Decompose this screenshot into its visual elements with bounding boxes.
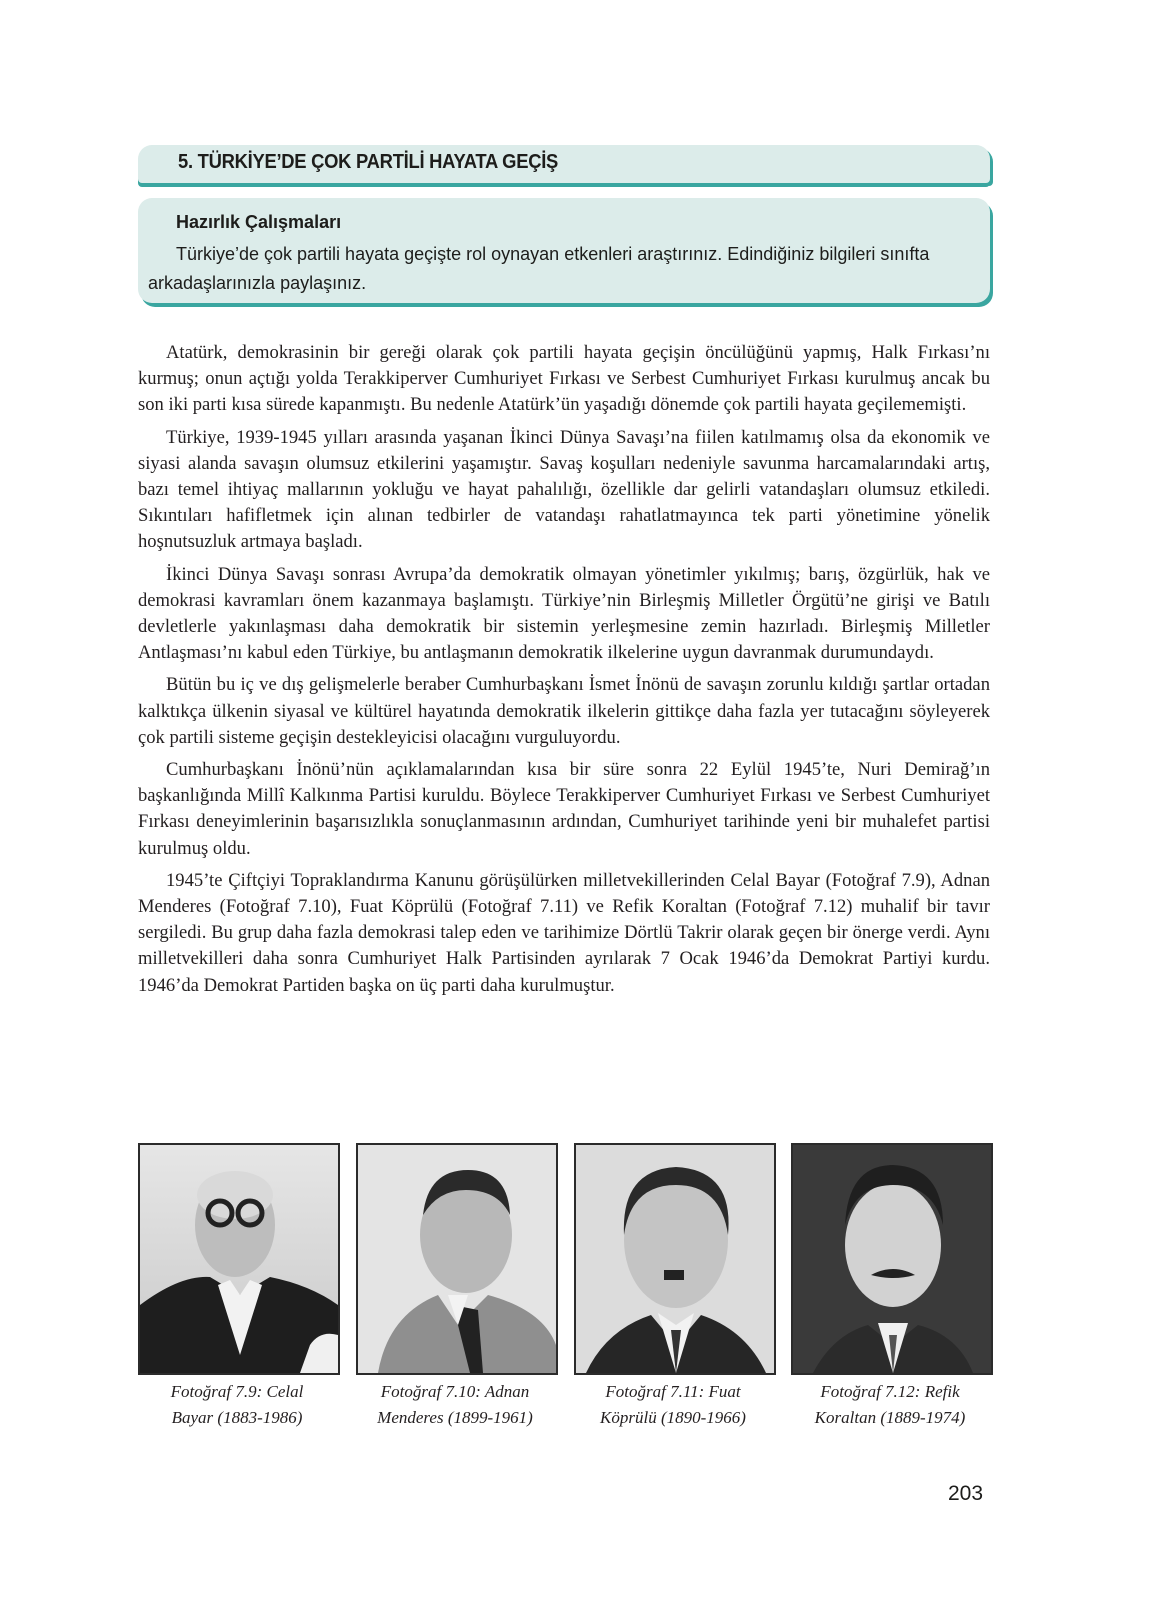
preparation-box [138, 198, 990, 303]
caption-line: Fotoğraf 7.11: Fuat [605, 1382, 741, 1401]
paragraph: Bütün bu iç ve dış gelişmelerle beraber Cumhurbaşkanı İsmet İnönü de savaşın zorunlu kıldığı şartlar ortadan kalktıkça ülkenin siyasal ve kültürel hayatında demokratik ilkelerin gittikçe daha fazla yer tutacağını söyleyerek çok partili sisteme geçişin destekleyicisi olacağını vurguluyordu. [138, 674, 990, 748]
preparation-title: Hazırlık Çalışmaları [176, 212, 342, 232]
paragraph: 1945’te Çiftçiyi Topraklandırma Kanunu görüşülürken milletvekillerinden Celal Bayar (Fotoğraf 7.9), Adnan Menderes (Fotoğraf 7.10), Fuat Köprülü (Fotoğraf 7.11) ve Refik Koraltan (Fotoğraf 7.12) muhalif bir tavır sergiledi. Bu grup daha fazla demokrasi talep eden ve tarihimize Dörtlü Takrir olarak geçen bir önerge verdi. Aynı milletvekilleri daha sonra Cumhuriyet Halk Partisinden ayrılarak 7 Ocak 1946’da Demokrat Partiyi kurdu. 1946’da Demokrat Partiden başka on üç parti daha kurulmuştur. [138, 869, 990, 996]
paragraph: Türkiye, 1939-1945 yılları arasında yaşanan İkinci Dünya Savaşı’na fiilen katılmamış olsa da ekonomik ve siyasi alanda savaşın olumsuz etkilerini yaşamıştır. Savaş koşulları nedeniyle savunma harcamalarındaki artış, bazı temel ihtiyaç mallarının yokluğu ve hayat pahalılığı, özellikle dar gelirli vatandaşları olumsuz etkiledi. Sıkıntıları hafifletmek için alınan tedbirler de vatandaşı rahatlatmayınca tek parti yönetimine yönelik hoşnutsuzluk artmaya başladı. [138, 426, 990, 553]
portrait-adnan-menderes [356, 1143, 558, 1375]
caption-line: Koraltan (1889-1974) [814, 1408, 966, 1427]
paragraph: Atatürk, demokrasinin bir gereği olarak çok partili hayata geçişin öncülüğünü yapmış, Halk Fırkası’nı kurmuş; onun açtığı yolda Terakkiperver Cumhuriyet Fırkası ve Serbest Cumhuriyet Fırkası kurulmuş ancak bu son iki parti kısa sürede kapanmıştı. Bu nedenle Atatürk’ün yaşadığı dönemde çok partili hayata geçilememişti. [138, 342, 990, 416]
caption-line: Fotoğraf 7.9: Celal [170, 1382, 304, 1401]
paragraph: Cumhurbaşkanı İnönü’nün açıklamalarından kısa bir süre sonra 22 Eylül 1945’te, Nuri Demirağ’ın başkanlığında Millî Kalkınma Partisi kuruldu. Böylece Terakkiperver Cumhuriyet Fırkası ve Serbest Cumhuriyet Fırkası deneyimlerinin başarısızlıkla sonuçlanmasının ardından, Cumhuriyet tarihinde yeni bir muhalefet partisi kurulmuş oldu. [138, 759, 990, 859]
caption-photo-7-11 [568, 1379, 778, 1431]
caption-line: Bayar (1883-1986) [171, 1408, 303, 1427]
caption-photo-7-12 [785, 1379, 995, 1431]
caption-line: Fotoğraf 7.10: Adnan [380, 1382, 530, 1401]
portrait-celal-bayar [138, 1143, 340, 1375]
caption-photo-7-9 [132, 1379, 342, 1431]
paragraph: İkinci Dünya Savaşı sonrası Avrupa’da demokratik olmayan yönetimler yıkılmış; barış, özgürlük, hak ve demokrasi kavramları önem kazanmaya başlamıştı. Türkiye’nin Birleşmiş Milletler Örgütü’ne girişi ve Batılı devletlerle yakınlaşması daha demokratik bir sistemin yerleşmesine zemin hazırladı. Birleşmiş Milletler Antlaşması’nı kabul eden Türkiye, bu antlaşmanın demokratik ilkelerine uygun davranmak durumundaydı. [138, 563, 990, 664]
preparation-text: Türkiye’de çok partili hayata geçişte rol oynayan etkenleri araştırınız. Edindiğiniz bilgileri sınıfta arkadaşlarınızla paylaşınız. [148, 244, 930, 293]
section-header [138, 145, 990, 183]
section-title: 5. TÜRKİYE’DE ÇOK PARTİLİ HAYATA GEÇİŞ [178, 151, 559, 173]
caption-line: Menderes (1899-1961) [377, 1408, 533, 1427]
caption-photo-7-10 [350, 1379, 560, 1431]
caption-line: Köprülü (1890-1966) [600, 1408, 746, 1427]
portrait-refik-koraltan [791, 1143, 993, 1375]
body-text [138, 340, 990, 1005]
portrait-fuat-koprulu [574, 1143, 776, 1375]
page-number: 203 [948, 1482, 984, 1505]
caption-line: Fotoğraf 7.12: Refik [820, 1382, 960, 1401]
photo-row [138, 1143, 994, 1443]
